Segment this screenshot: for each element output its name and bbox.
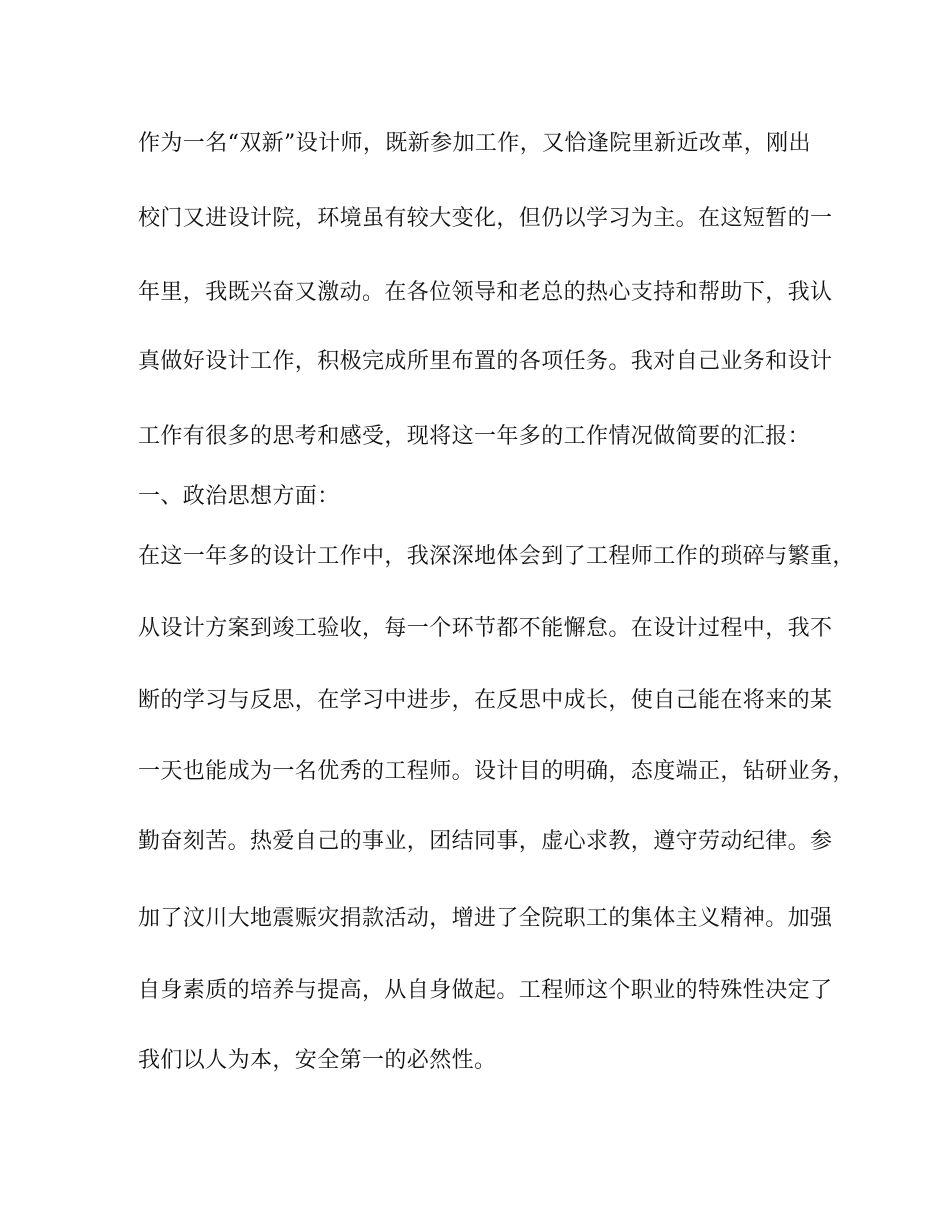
paragraph-line: 加了汶川大地震赈灾捐款活动，增进了全院职工的集体主义精神。加强 — [138, 906, 833, 931]
section-heading: 一、政治思想方面： — [138, 484, 340, 509]
paragraph-line: 真做好设计工作，积极完成所里布置的各项任务。我对自己业务和设计 — [138, 349, 833, 374]
paragraph-line: 我们以人为本，安全第一的必然性。 — [138, 1048, 497, 1073]
paragraph-line: 作为一名“双新”设计师，既新参加工作，又恰逢院里新近改革，刚出 — [138, 131, 811, 156]
paragraph-line: 勤奋刻苦。热爱自己的事业，团结同事，虚心求教，遵守劳动纪律。参 — [138, 829, 833, 854]
paragraph-line: 在这一年多的设计工作中，我深深地体会到了工程师工作的琐碎与繁重， — [138, 544, 855, 569]
paragraph-line: 一天也能成为一名优秀的工程师。设计目的明确，态度端正，钻研业务， — [138, 759, 855, 784]
paragraph-line: 年里，我既兴奋又激动。在各位领导和老总的热心支持和帮助下，我认 — [138, 280, 833, 305]
paragraph-line: 断的学习与反思，在学习中进步，在反思中成长，使自己能在将来的某 — [138, 688, 833, 713]
paragraph-line: 工作有很多的思考和感受，现将这一年多的工作情况做简要的汇报： — [138, 424, 811, 449]
paragraph-line: 校门又进设计院，环境虽有较大变化，但仍以学习为主。在这短暂的一 — [138, 206, 833, 231]
paragraph-line: 从设计方案到竣工验收，每一个环节都不能懈怠。在设计过程中，我不 — [138, 616, 833, 641]
paragraph-line: 自身素质的培养与提高，从自身做起。工程师这个职业的特殊性决定了 — [138, 978, 833, 1003]
